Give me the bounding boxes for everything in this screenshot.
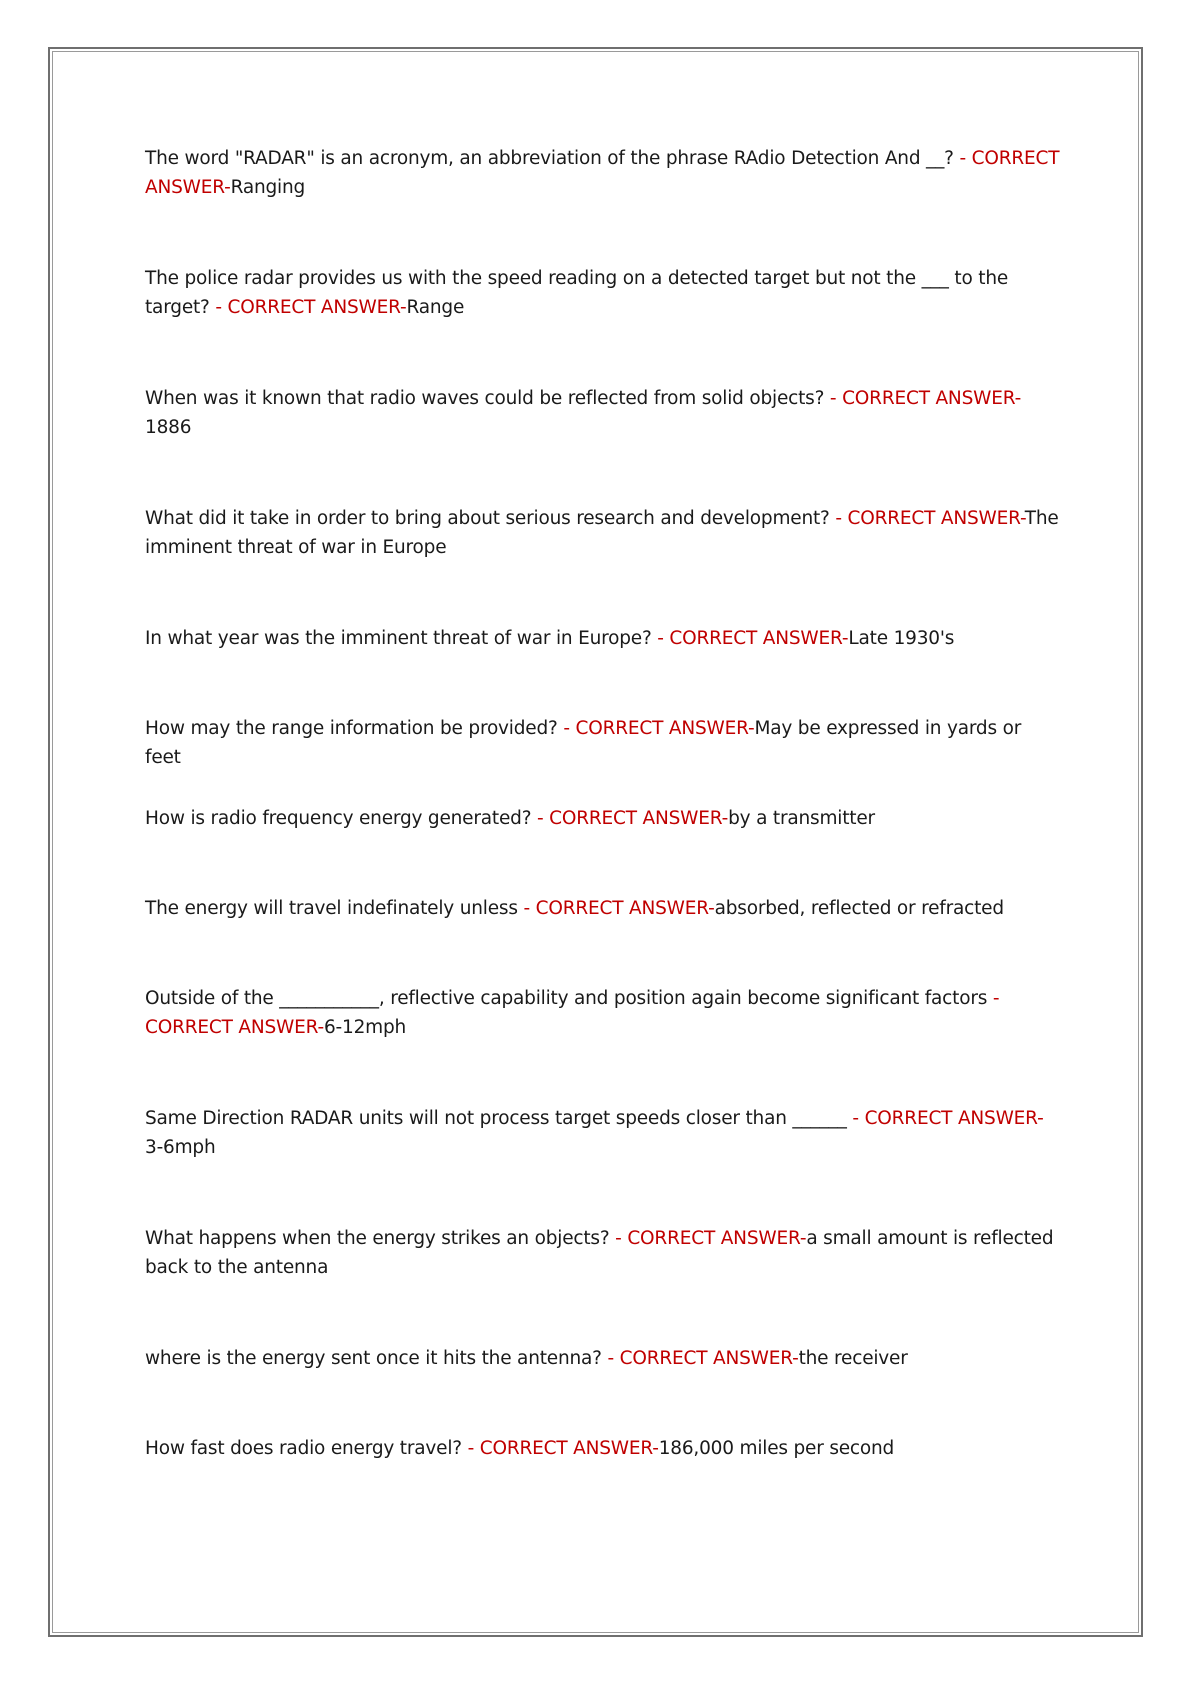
qa-item xyxy=(145,504,1060,562)
correct-answer-marker: CORRECT ANSWER xyxy=(145,148,1060,198)
marker-dash: - xyxy=(721,808,729,829)
question-text: In what year was the imminent threat of war in Europe? xyxy=(145,628,652,649)
correct-answer-marker: CORRECT ANSWER xyxy=(549,808,722,829)
qa-item xyxy=(145,1104,1060,1162)
separator: - xyxy=(651,628,670,649)
correct-answer-marker: CORRECT ANSWER xyxy=(842,388,1015,409)
qa-item xyxy=(145,984,1060,1042)
separator: - xyxy=(824,388,843,409)
separator: - xyxy=(531,808,550,829)
separator: - xyxy=(953,148,972,169)
correct-answer-marker: CORRECT ANSWER xyxy=(847,508,1021,529)
qa-item xyxy=(145,384,1060,442)
marker-dash: - xyxy=(1020,508,1025,529)
answer-text: 1886 xyxy=(145,417,192,438)
separator: - xyxy=(829,508,848,529)
correct-answer-marker: CORRECT ANSWER xyxy=(227,297,401,318)
question-text: What did it take in order to bring about serious research and development? xyxy=(145,508,830,529)
correct-answer-marker: CORRECT ANSWER xyxy=(864,1108,1038,1129)
marker-dash: - xyxy=(792,1348,799,1369)
separator: - xyxy=(846,1108,865,1129)
qa-item xyxy=(145,714,1060,772)
marker-dash: - xyxy=(652,1438,659,1459)
qa-item xyxy=(145,1344,1060,1373)
separator: - xyxy=(557,718,576,739)
marker-dash: - xyxy=(317,1017,324,1038)
question-text: The word "RADAR" is an acronym, an abbreviation of the phrase RAdio Detection And __? xyxy=(145,148,954,169)
question-text: The police radar provides us with the speed reading on a detected target but not the ___ to the target? xyxy=(145,268,1009,318)
qa-item xyxy=(145,1434,1060,1463)
marker-dash: - xyxy=(1014,388,1022,409)
question-text: The energy will travel indefinately unless xyxy=(145,898,518,919)
answer-text: 3-6mph xyxy=(145,1137,216,1158)
qa-item xyxy=(145,624,1060,653)
answer-text: by a transmitter xyxy=(728,808,875,829)
marker-dash: - xyxy=(747,718,755,739)
separator: - xyxy=(209,297,228,318)
qa-item xyxy=(145,264,1060,322)
separator: - xyxy=(987,988,1000,1009)
correct-answer-marker: CORRECT ANSWER xyxy=(627,1228,800,1249)
question-text: where is the energy sent once it hits the antenna? xyxy=(145,1348,602,1369)
question-text: What happens when the energy strikes an objects? xyxy=(145,1228,610,1249)
qa-item xyxy=(145,804,1060,833)
correct-answer-marker: CORRECT ANSWER xyxy=(535,898,709,919)
question-text: When was it known that radio waves could be reflected from solid objects? xyxy=(145,388,825,409)
marker-dash: - xyxy=(224,177,231,198)
separator: - xyxy=(601,1348,620,1369)
correct-answer-marker: CORRECT ANSWER xyxy=(669,628,842,649)
question-text: How may the range information be provided? xyxy=(145,718,558,739)
correct-answer-marker: CORRECT ANSWER xyxy=(619,1348,793,1369)
answer-text: Range xyxy=(406,297,465,318)
answer-text: The imminent threat of war in Europe xyxy=(145,508,1059,558)
marker-dash: - xyxy=(799,1228,807,1249)
answer-text: a small amount is reflected back to the antenna xyxy=(145,1228,1054,1278)
answer-text: absorbed, reflected or refracted xyxy=(714,898,1004,919)
separator: - xyxy=(517,898,536,919)
marker-dash: - xyxy=(1037,1108,1044,1129)
answer-text: May be expressed in yards or feet xyxy=(145,718,1022,768)
correct-answer-marker: CORRECT ANSWER xyxy=(479,1438,653,1459)
qa-item xyxy=(145,894,1060,923)
question-text: Outside of the ___________, reflective capability and position again become significant factors xyxy=(145,988,988,1009)
question-text: Same Direction RADAR units will not process target speeds closer than ______ xyxy=(145,1108,847,1129)
answer-text: Ranging xyxy=(230,177,306,198)
qa-item xyxy=(145,144,1060,202)
separator: - xyxy=(609,1228,628,1249)
marker-dash: - xyxy=(400,297,407,318)
separator: - xyxy=(461,1438,480,1459)
answer-text: 6-12mph xyxy=(323,1017,407,1038)
question-text: How fast does radio energy travel? xyxy=(145,1438,462,1459)
answer-text: Late 1930's xyxy=(848,628,955,649)
answer-text: the receiver xyxy=(798,1348,908,1369)
marker-dash: - xyxy=(708,898,715,919)
question-text: How is radio frequency energy generated? xyxy=(145,808,532,829)
correct-answer-marker: CORRECT ANSWER xyxy=(145,1017,318,1038)
answer-text: 186,000 miles per second xyxy=(658,1438,895,1459)
qa-item xyxy=(145,1224,1060,1282)
correct-answer-marker: CORRECT ANSWER xyxy=(575,718,748,739)
marker-dash: - xyxy=(841,628,849,649)
